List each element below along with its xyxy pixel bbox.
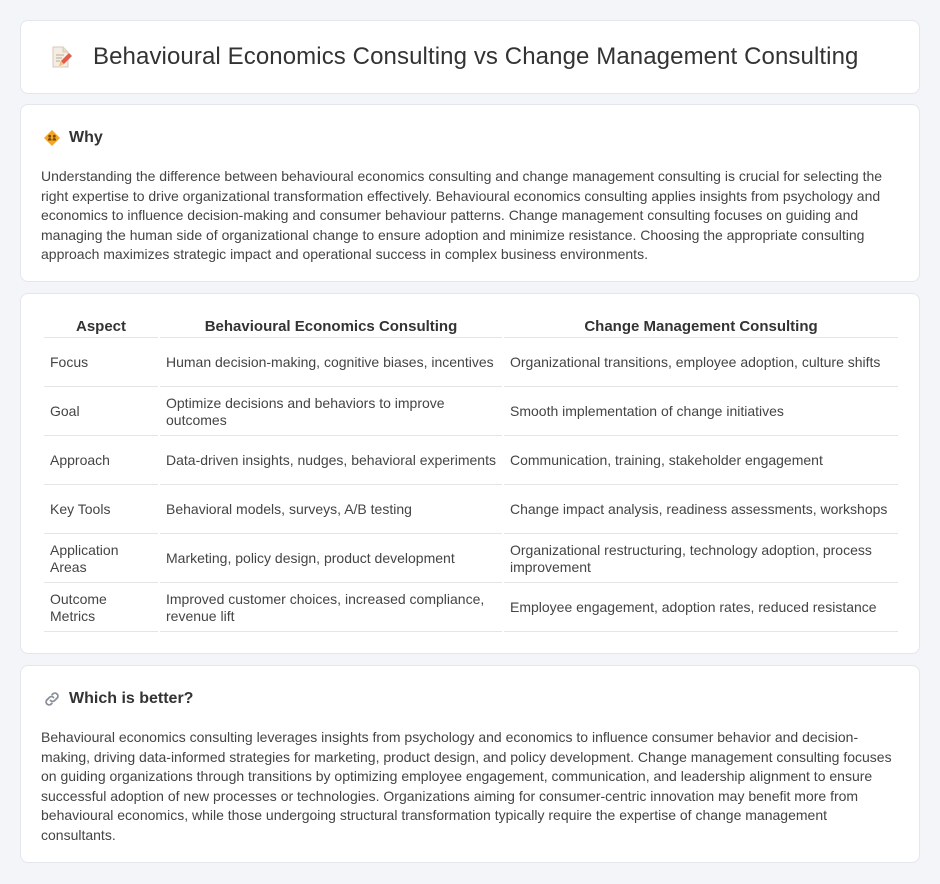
table-row (44, 340, 898, 387)
table-row (44, 536, 898, 583)
cell-aspect: Approach (44, 438, 158, 485)
cell-behavioural: Marketing, policy design, product development (160, 536, 502, 583)
cell-aspect: Outcome Metrics (44, 585, 158, 632)
better-title: Which is better? (69, 690, 194, 707)
title-card (20, 20, 920, 94)
table-row (44, 585, 898, 632)
why-body: Understanding the difference between behavioural economics consulting and change management consulting is crucial for selecting the right expertise to drive organizational transformation effectively. Behavioural economics consulting applies insights from psychology and economics to influence decision-making and consumer behaviour patterns. Change management consulting focuses on guiding and managing the human side of organizational change to ensure adoption and minimize resistance. Choosing the appropriate consulting approach maximizes strategic impact and operational success in complex business environments. (41, 168, 883, 263)
cell-change: Communication, training, stakeholder engagement (504, 438, 898, 485)
why-title: Why (69, 129, 103, 146)
cell-change: Organizational restructuring, technology adoption, process improvement (504, 536, 898, 583)
cell-aspect: Application Areas (44, 536, 158, 583)
cell-aspect: Goal (44, 389, 158, 436)
cell-aspect: Key Tools (44, 487, 158, 534)
header-change: Change Management Consulting (504, 316, 898, 338)
comparison-card (20, 293, 920, 654)
cell-behavioural: Human decision-making, cognitive biases, incentives (160, 340, 502, 387)
page-title: Behavioural Economics Consulting vs Change Management Consulting (93, 43, 859, 70)
better-body: Behavioural economics consulting leverages insights from psychology and economics to influence consumer behavior and decision-making, driving data-informed strategies for marketing, product design, and policy development. Change management consulting focuses on guiding organizations through transitions by optimizing employee engagement, communication, and leadership alignment to ensure successful adoption of new processes or technologies. Organizations aiming for consumer-centric innovation may benefit more from behavioural economics, while those undergoing structural transformation typically require the expertise of change management consultants. (41, 729, 892, 843)
cell-aspect: Focus (44, 340, 158, 387)
cell-change: Employee engagement, adoption rates, reduced resistance (504, 585, 898, 632)
table-row (44, 487, 898, 534)
header-aspect: Aspect (44, 316, 158, 338)
cell-behavioural: Optimize decisions and behaviors to improve outcomes (160, 389, 502, 436)
table-row (44, 438, 898, 485)
header-behavioural: Behavioural Economics Consulting (160, 316, 502, 338)
cell-change: Change impact analysis, readiness assessments, workshops (504, 487, 898, 534)
cell-change: Smooth implementation of change initiatives (504, 389, 898, 436)
table-row (44, 389, 898, 436)
cell-change: Organizational transitions, employee adoption, culture shifts (504, 340, 898, 387)
link-icon (43, 690, 61, 708)
better-section (20, 665, 920, 863)
diamond-people-icon (43, 129, 61, 147)
cell-behavioural: Data-driven insights, nudges, behavioral experiments (160, 438, 502, 485)
comparison-table (42, 314, 900, 634)
why-section (20, 104, 920, 282)
cell-behavioural: Behavioral models, surveys, A/B testing (160, 487, 502, 534)
document-edit-icon (47, 44, 73, 70)
table-header-row (44, 316, 898, 338)
cell-behavioural: Improved customer choices, increased compliance, revenue lift (160, 585, 502, 632)
